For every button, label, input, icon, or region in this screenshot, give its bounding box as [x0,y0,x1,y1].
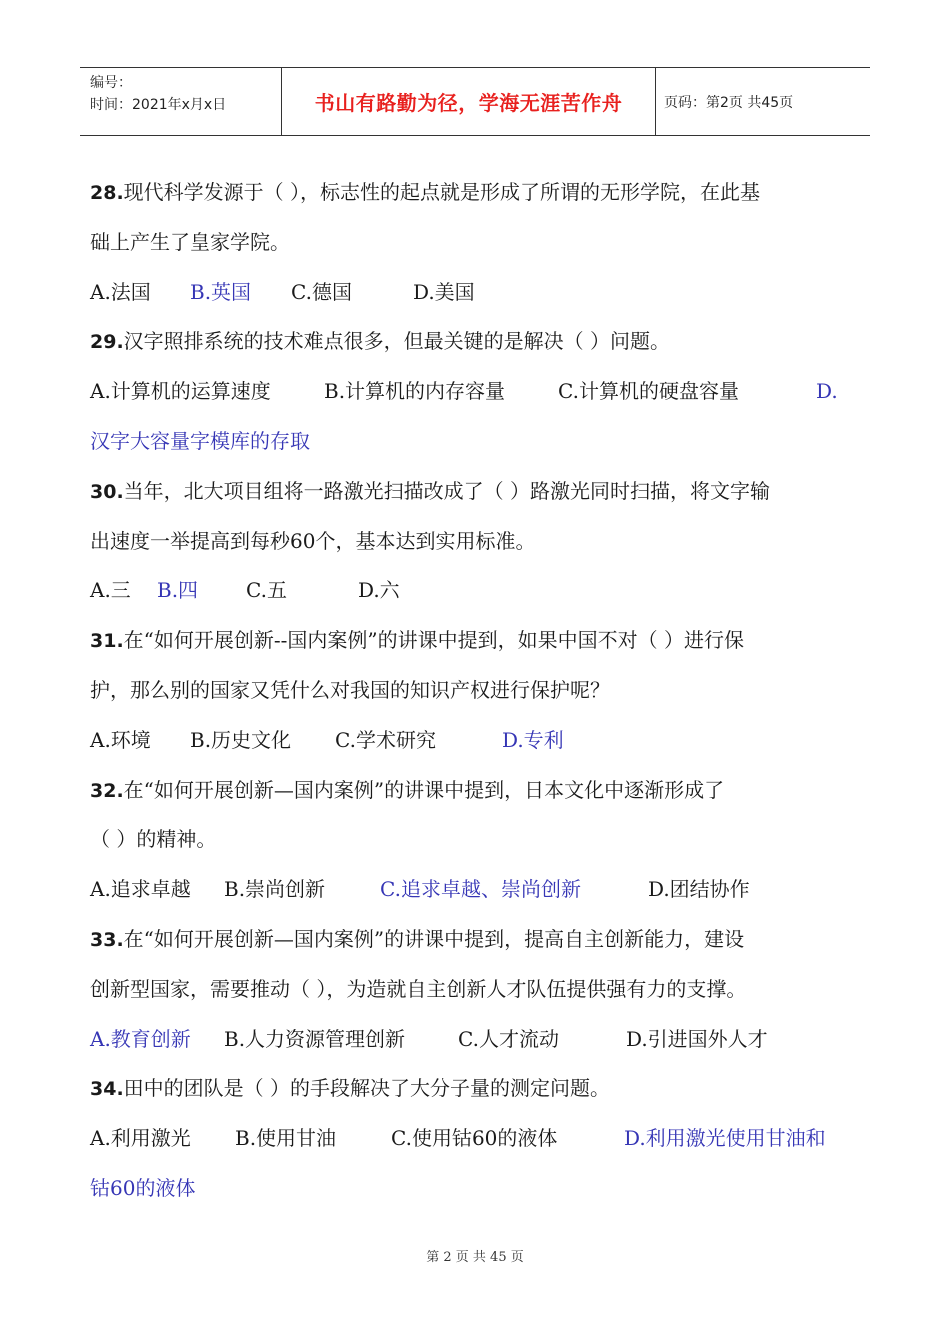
question-list [90,168,860,1214]
question-number: 29. [90,331,124,354]
question-text: 在“如何开展创新--国内案例”的讲课中提到，如果中国不对（ ）进行保 [123,628,744,653]
options-line [90,716,860,766]
option-b: B.计算机的内存容量 [324,379,506,404]
header-motto: 书山有路勤为径，学海无涯苦作舟 [282,68,656,135]
question-stem-line [90,168,860,218]
option-c: C.学术研究 [335,727,436,752]
header-page-info: 页码：第2页 共45页 [664,94,794,111]
option-b: B.历史文化 [190,727,292,752]
option-b: B.使用甘油 [235,1126,337,1151]
option-d-answer: D. [816,379,838,404]
option-c: C.使用钴60的液体 [391,1126,558,1151]
question-stem-line: 出速度一举提高到每秒60个，基本达到实用标准。 [90,528,536,553]
option-c: C.五 [246,578,287,603]
question-number: 30. [90,480,124,503]
question-text: 当年，北大项目组将一路激光扫描改成了（ ）路激光同时扫描，将文字输 [123,478,771,503]
option-d: D.美国 [413,279,475,304]
option-d-answer: D.利用激光使用甘油和 [624,1126,826,1151]
question-stem-line [90,915,860,965]
option-d: D.团结协作 [648,877,750,902]
option-c: C.计算机的硬盘容量 [558,379,739,404]
option-a-answer: A.教育创新 [90,1026,191,1051]
options-line [90,865,860,915]
question-stem-line: 创新型国家，需要推动（ ），为造就自主创新人才队伍提供强有力的支撑。 [90,976,747,1001]
question-stem-line [90,1064,860,1114]
option-a: A.环境 [90,727,151,752]
header-meta [80,68,282,135]
question-stem-line [90,317,860,367]
question-text: 在“如何开展创新—国内案例”的讲课中提到，提高自主创新能力，建设 [123,926,745,951]
question-text: 在“如何开展创新—国内案例”的讲课中提到，日本文化中逐渐形成了 [123,777,725,802]
option-b-answer: B.四 [157,578,199,603]
question-stem-line: （ ）的精神。 [90,827,217,852]
date-label: 时间：2021年x月x日 [90,97,227,113]
question-number: 32. [90,779,124,802]
options-line [90,268,860,318]
question-stem-line: 护，那么别的国家又凭什么对我国的知识产权进行保护呢？ [90,677,610,702]
options-line [90,1114,860,1164]
question-stem-line [90,766,860,816]
options-line [90,367,860,417]
option-d-continuation: 钴60的液体 [90,1175,196,1200]
question-stem-line [90,467,860,517]
serial-label: 编号： [90,75,132,91]
question-number: 28. [90,182,124,204]
options-line [90,1015,860,1065]
question-stem-line [90,616,860,666]
option-d-continuation: 汉字大容量字模库的存取 [90,428,310,453]
option-c: C.人才流动 [458,1026,559,1051]
option-c-answer: C.追求卓越、崇尚创新 [380,877,581,902]
option-d: D.六 [358,578,400,603]
question-text: 田中的团队是（ ）的手段解决了大分子量的测定问题。 [123,1076,611,1101]
option-a: A.利用激光 [90,1126,191,1151]
option-a: A.法国 [90,279,151,304]
option-d-answer: D.专利 [502,727,564,752]
question-text: 现代科学发源于（ ），标志性的起点就是形成了所谓的无形学院，在此基 [123,180,761,204]
question-number: 31. [90,630,124,653]
option-d: D.引进国外人才 [626,1026,768,1051]
option-a: A.计算机的运算速度 [90,379,271,404]
option-b-answer: B.英国 [190,279,252,304]
option-b: B.人力资源管理创新 [224,1026,406,1051]
option-c: C.德国 [291,279,352,304]
options-line [90,566,860,616]
page-footer: 第 2 页 共 45 页 [426,1250,524,1265]
page-header [80,67,870,136]
option-a: A.追求卓越 [90,877,191,902]
question-stem-line: 础上产生了皇家学院。 [90,229,290,254]
option-a: A.三 [90,578,131,603]
question-text: 汉字照排系统的技术难点很多，但最关键的是解决（ ）问题。 [123,329,671,354]
option-b: B.崇尚创新 [224,877,326,902]
question-number: 34. [90,1078,124,1101]
question-number: 33. [90,928,124,951]
